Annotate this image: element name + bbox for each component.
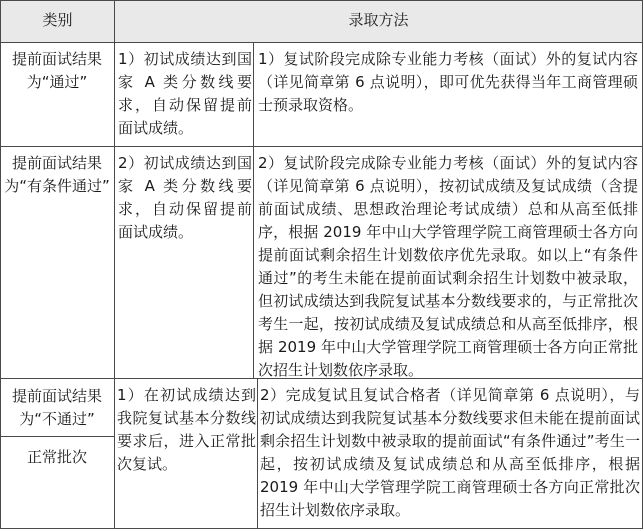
rule: [0, 42, 643, 43]
row2-category: 提前面试结果为“有条件通过”: [4, 154, 110, 195]
row1-category: 提前面试结果为“通过”: [11, 50, 102, 91]
rule: [257, 378, 258, 529]
header-method: 录取方法: [348, 11, 409, 29]
rule: [0, 0, 643, 1]
rule: [0, 436, 115, 437]
rule: [0, 146, 643, 147]
row2-score-condition: 2）初试成绩达到国家 A 类分数线要求，自动保留提前面试成绩。: [118, 154, 252, 241]
header-category: 类别: [42, 11, 73, 29]
row3-category-normal-batch: 正常批次: [26, 448, 87, 466]
row2-method: 2）复试阶段完成除专业能力考核（面试）外的复试内容（详见简章第 6 点说明），按初试成绩及复试成绩（含提前面试成绩、思想政治理论考试成绩）总和从高至低排序，根据 2019 年中山大学管理学院工商管理硕士各方向提前面试剩余招生计划数依序优先录取。如以上“有条件通过”的考生未能在提前面试剩余招生计划数中被录取，但初试成绩达到我院复试基本分数线要求的，与正常批次考生一起，按初试成绩及复试成绩总和从高至低排序，根据 2019 年中山大学管理学院工商管理硕士各方向正常批次招生计划数依序录取。: [258, 154, 638, 379]
row3-category: 提前面试结果为“不通过”: [11, 387, 102, 428]
rule: [0, 0, 1, 529]
rule: [253, 42, 254, 378]
row1-score-condition: 1）初试成绩达到国家 A 类分数线要求，自动保留提前面试成绩。: [118, 50, 252, 137]
rule: [114, 0, 115, 529]
row3-method: 2）完成复试且复试合格者（详见简章第 6 点说明），与初试成绩达到我院复试基本分数线要求但未能在提前面试剩余招生计划数中被录取的提前面试“有条件通过”考生一起，按初试成绩及复试成绩总和从高至低排序，根据 2019 年中山大学管理学院工商管理硕士各方向正常批次招生计划数依序录取。: [260, 386, 640, 519]
row3-score-condition: 1）在初试成绩达到我院复试基本分数线要求后，进入正常批次复试。: [117, 386, 256, 473]
row1-method: 1）复试阶段完成除专业能力考核（面试）外的复试内容（详见简章第 6 点说明），即可优先获得当年工商管理硕士预录取资格。: [258, 50, 638, 114]
